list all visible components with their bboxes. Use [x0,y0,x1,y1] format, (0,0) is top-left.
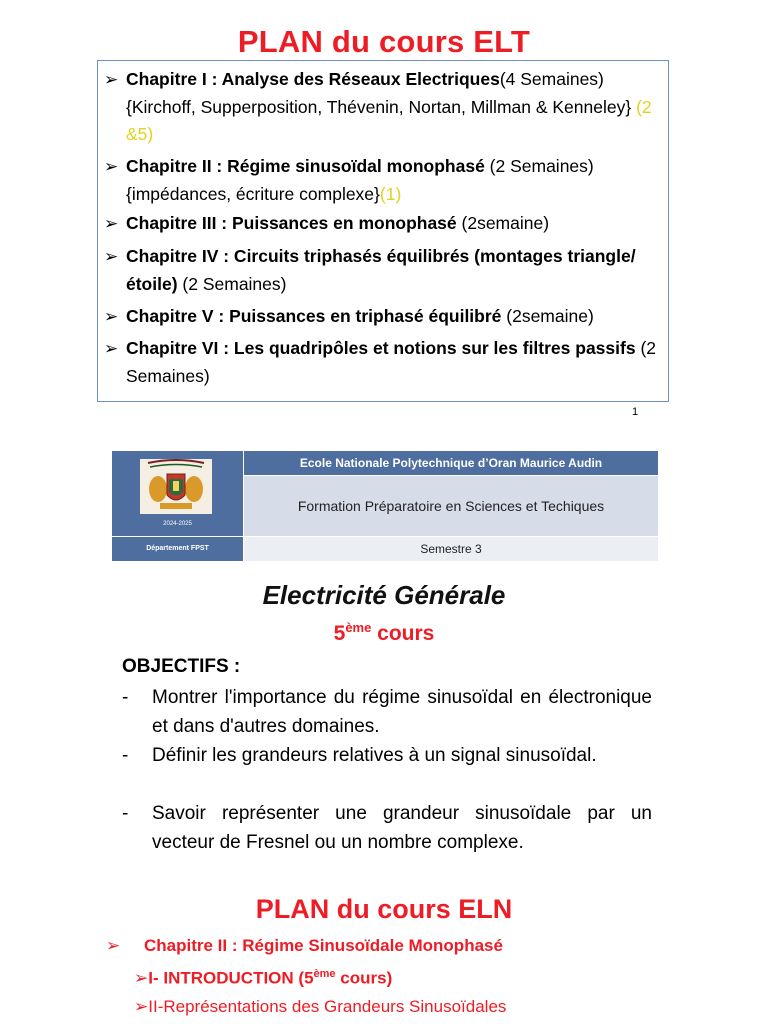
dash-bullet: - [122,803,129,824]
course-number-suffix: cours [371,622,435,645]
dash-bullet: - [122,687,129,708]
objective-text: Définir les grandeurs relatives à un signal sinusoïdal. [152,745,597,766]
header-table [112,451,658,561]
chapter-details: (2 Semaines) [126,338,657,386]
eln-section-1-text: I- INTRODUCTION (5 [148,968,314,988]
chapter-title: Chapitre IV : Circuits triphasés équilibrés (montages triangle/étoile) [126,246,636,294]
chapter-item-3 [104,210,656,238]
school-name: Ecole Nationale Polytechnique d’Oran Maurice Audin [244,451,658,475]
objective-text: Savoir représenter une grandeur sinusoïdale par un vecteur de Fresnel ou un nombre complexe. [152,803,652,853]
chapter-details: (2semaine) [501,306,594,326]
dash-bullet: - [122,745,129,766]
objective-item-1 [122,683,652,741]
eln-section-2-text: II-Représentations des Grandeurs Sinusoïdales [148,997,507,1016]
arrow-bullet-icon: ➢ [104,214,119,233]
plan-elt-title: PLAN du cours ELT [237,24,531,59]
plan-eln-title: PLAN du cours ELN [255,894,513,924]
arrow-bullet-icon: ➢ [104,70,119,89]
chapter-item-4 [104,243,656,298]
chapter-title: Chapitre III : Puissances en monophasé [126,213,457,233]
arrow-bullet-icon: ➢ [104,307,119,326]
formation-name: Formation Préparatoire en Sciences et Techiques [244,476,658,536]
arrow-bullet-icon: ➢ [104,339,119,358]
course-number-sup: ème [345,620,372,635]
school-logo-icon [140,459,212,514]
semester-label: Semestre 3 [244,537,658,561]
course-title: Electricité Générale [262,580,506,610]
logo-cell [112,451,243,536]
chapter-details: (2 Semaines) [177,273,287,294]
arrow-bullet-icon: ➢ [134,997,149,1016]
chapter-highlight: (1) [379,183,402,204]
chapter-list-box [97,60,669,402]
chapter-title: Chapitre II : Régime sinusoïdal monophasé [126,156,485,176]
arrow-bullet-icon: ➢ [134,968,149,988]
arrow-bullet-icon: ➢ [104,157,119,176]
course-number-value: 5 [333,622,346,645]
chapter-highlight: (2 &5) [126,96,652,144]
eln-section-1-suffix: cours) [335,968,393,988]
eln-section-1 [134,968,392,989]
eln-section-1-sup: ème [313,968,336,980]
chapter-title: Chapitre V : Puissances en triphasé équilibré [126,306,502,326]
objective-item-2 [122,741,652,770]
eln-section-2 [134,997,506,1017]
objective-text: Montrer l'importance du régime sinusoïdal en électronique et dans d'autres domaines. [152,687,652,737]
chapter-item-6 [104,335,656,390]
chapter-details: (4 Semaines) {Kirchoff, Supperposition, Thévenin, Nortan, Millman & Kenneley} [126,69,632,117]
eln-chapter-title: Chapitre II : Régime Sinusoïdale Monophasé [144,936,503,955]
logo-year: 2024-2025 [163,521,192,527]
arrow-bullet-icon: ➢ [106,936,121,955]
eln-chapter [106,936,503,956]
course-number [0,620,768,646]
page-number: 1 [632,406,639,418]
chapter-details: (2 Semaines) {impédances, écriture complexe} [126,156,594,204]
chapter-details: (2semaine) [456,213,550,233]
objective-item-3 [122,799,652,857]
chapter-item-5 [104,303,656,331]
department-label: Département FPST [112,537,243,561]
chapter-item-2 [104,153,656,208]
arrow-bullet-icon: ➢ [104,247,119,266]
objectives-heading: OBJECTIFS : [122,656,241,677]
chapter-title: Chapitre I : Analyse des Réseaux Electriques [126,69,500,89]
chapter-item-1 [104,66,656,149]
chapter-title: Chapitre VI : Les quadripôles et notions sur les filtres passifs [126,338,636,358]
